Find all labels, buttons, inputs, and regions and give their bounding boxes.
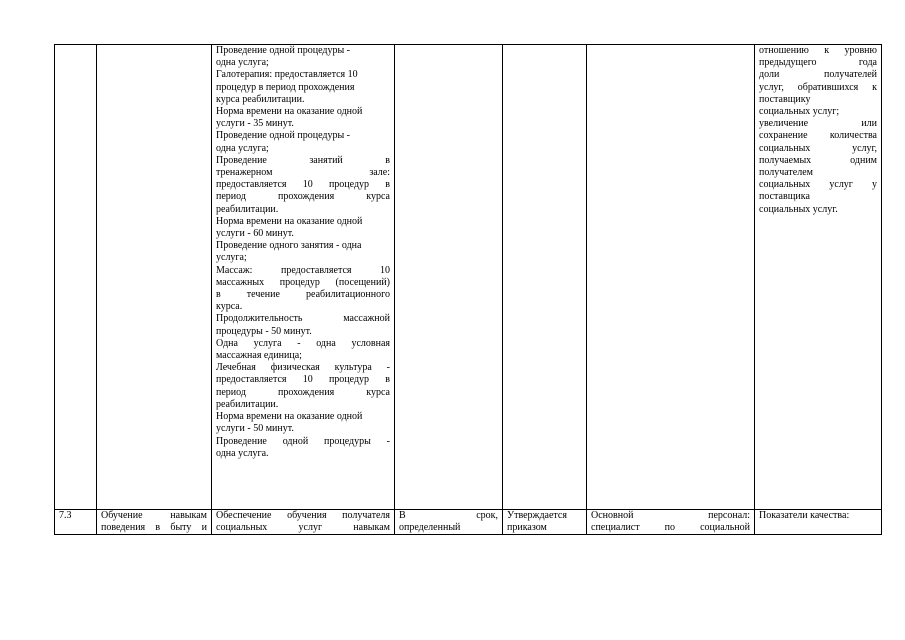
cell-text-line: Проведение одной процедуры - — [216, 435, 390, 447]
cell-text-line: приказом — [507, 522, 547, 534]
cell-text-line: Одна услуга - одна условная — [216, 337, 390, 349]
cell-text-line: Основной персонал: — [591, 510, 750, 521]
row2-description-cell — [212, 510, 395, 535]
cell-text-line: Показатели качества: — [759, 510, 850, 521]
cell-text-line: период прохождения курса — [216, 386, 390, 398]
cell-text-line: Массаж: предоставляется 10 — [216, 264, 390, 276]
cell-text-line: социальных услуг у — [759, 179, 877, 191]
cell-text-line: Утверждается — [507, 510, 567, 521]
cell-text-line: курса реабилитации. — [216, 93, 305, 105]
cell-text-line: отношению к уровню — [759, 45, 877, 56]
cell-text-line: реабилитации. — [216, 398, 279, 410]
cell-text-line: увеличение или — [759, 118, 877, 130]
cell-text-line: предоставляется 10 процедур в — [216, 374, 390, 386]
cell-text-line: сохранение количества — [759, 130, 877, 142]
cell-text-line: поведения в быту и — [101, 522, 207, 534]
row1-staff-cell — [587, 45, 755, 510]
cell-text-line: услуги - 50 минут. — [216, 423, 294, 435]
cell-text-line: процедуры - 50 минут. — [216, 325, 312, 337]
row1-description-cell — [212, 45, 395, 510]
cell-text-line: предыдущего года — [759, 57, 877, 69]
row1-term-cell — [395, 45, 503, 510]
row2-term-cell — [395, 510, 503, 535]
row1-number-cell — [55, 45, 97, 510]
row1-name-cell — [97, 45, 212, 510]
cell-text-line: специалист по социальной — [591, 522, 750, 534]
cell-text-line: период прохождения курса — [216, 191, 390, 203]
cell-text-line: процедур в период прохождения — [216, 81, 355, 93]
cell-text-line: Галотерапия: предоставляется 10 — [216, 69, 358, 81]
cell-text-line: определенный — [399, 522, 461, 534]
cell-text-line: Норма времени на оказание одной — [216, 215, 363, 227]
cell-text-line: социальных услуг. — [759, 203, 838, 215]
cell-text-line: Проведение одной процедуры - — [216, 130, 351, 142]
cell-text-line: предоставляется 10 процедур в — [216, 179, 390, 191]
cell-text-line: Продолжительность массажной — [216, 313, 390, 325]
cell-text-line: В срок, — [399, 510, 498, 521]
cell-text-line: услуга; — [216, 252, 247, 264]
row2-staff-cell — [587, 510, 755, 535]
cell-text-line: массажная единица; — [216, 350, 302, 362]
row2-number-cell — [55, 510, 97, 535]
cell-text-line: Проведение одной процедуры - — [216, 45, 351, 56]
cell-text-line: Лечебная физическая культура - — [216, 362, 390, 374]
cell-text-line: Обучение навыкам — [101, 510, 207, 521]
cell-text-line: услуги - 35 минут. — [216, 118, 294, 130]
row1-quality-cell — [755, 45, 882, 510]
row2-quality-cell — [755, 510, 882, 535]
table-row — [55, 45, 882, 510]
cell-text-line: поставщику — [759, 93, 811, 105]
services-table — [54, 44, 882, 535]
row1-cost-cell — [503, 45, 587, 510]
cell-text-line: одна услуга; — [216, 57, 269, 69]
table-row — [55, 510, 882, 535]
row-number: 7.3 — [59, 510, 72, 521]
row2-cost-cell — [503, 510, 587, 535]
cell-text-line: массажных процедур (посещений) — [216, 276, 390, 288]
cell-text-line: Проведение занятий в — [216, 154, 390, 166]
cell-text-line: социальных услуг, — [759, 142, 877, 154]
cell-text-line: одна услуга; — [216, 142, 269, 154]
cell-text-line: социальных услуг навыкам — [216, 522, 390, 534]
cell-text-line: Обеспечение обучения получателя — [216, 510, 390, 521]
cell-text-line: реабилитации. — [216, 203, 279, 215]
cell-text-line: в течение реабилитационного — [216, 289, 390, 301]
cell-text-line: получателем — [759, 167, 813, 179]
cell-text-line: Проведение одного занятия - одна — [216, 240, 362, 252]
cell-text-line: получаемых одним — [759, 154, 877, 166]
cell-text-line: Норма времени на оказание одной — [216, 106, 363, 118]
cell-text-line: тренажерном зале: — [216, 167, 390, 179]
cell-text-line: поставщика — [759, 191, 810, 203]
cell-text-line: курса. — [216, 301, 243, 313]
cell-text-line: доли получателей — [759, 69, 877, 81]
cell-text-line: одна услуга. — [216, 447, 269, 459]
cell-text-line: услуги - 60 минут. — [216, 228, 294, 240]
cell-text-line: социальных услуг; — [759, 106, 840, 118]
row2-name-cell — [97, 510, 212, 535]
cell-text-line: услуг, обратившихся к — [759, 81, 877, 93]
cell-text-line: Норма времени на оказание одной — [216, 411, 363, 423]
